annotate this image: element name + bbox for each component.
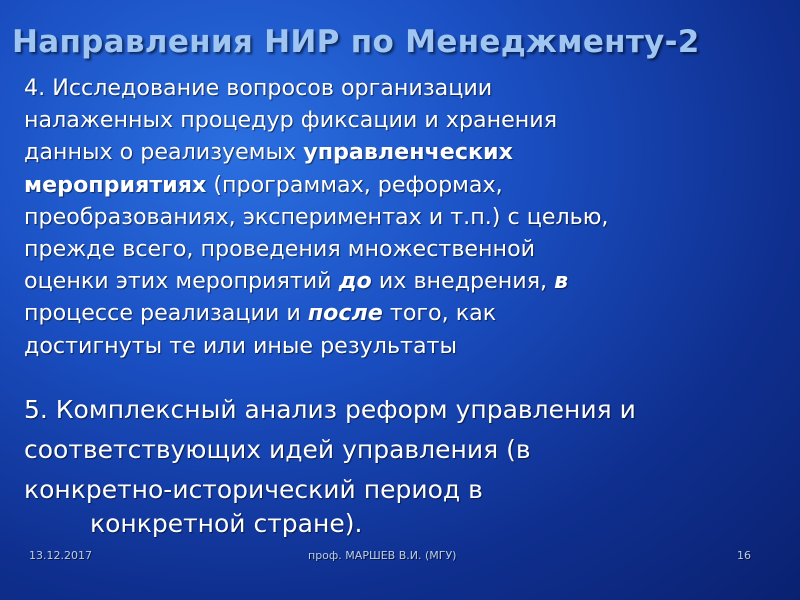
item4-line: достигнуты те или иные результаты xyxy=(24,332,457,359)
item4-emphasis-text: до xyxy=(338,268,372,295)
footer-author: проф. МАРШЕВ В.И. (МГУ) xyxy=(308,549,457,562)
item4-text: процессе реализации и xyxy=(24,300,308,327)
item4-bold-text: мероприятиях xyxy=(24,171,207,198)
item4-emphasis-text: в xyxy=(554,268,569,295)
item5-line: конкретно-исторический период в xyxy=(24,475,483,504)
item4-line: прежде всего, проведения множественной xyxy=(24,236,536,263)
item4-line: 4. Исследование вопросов организации xyxy=(24,75,493,101)
item4-line xyxy=(24,265,789,297)
item4-text: данных о реализуемых xyxy=(24,139,304,166)
item4-text: оценки этих мероприятий xyxy=(24,268,339,295)
item4-text: того, как xyxy=(382,300,497,327)
footer-date: 13.12.2017 xyxy=(29,549,92,562)
item5-line: соответствующих идей управления (в xyxy=(24,435,531,464)
bullet-item-5 xyxy=(24,390,789,538)
footer-page-number: 16 xyxy=(737,549,751,562)
item4-text: их внедрения, xyxy=(371,268,555,295)
item4-text: (программах, реформах, xyxy=(206,171,503,198)
item5-line: конкретной стране). xyxy=(90,509,363,538)
item4-line: преобразованиях, экспериментах и т.п.) с целью, xyxy=(24,203,609,230)
slide-title: Направления НИР по Менеджменту-2 xyxy=(12,24,700,60)
item4-bold-text: управленческих xyxy=(303,139,513,166)
item4-line xyxy=(24,297,789,329)
item4-line xyxy=(24,169,789,201)
item4-emphasis-text: после xyxy=(307,300,383,327)
item4-line xyxy=(24,136,789,168)
item4-line: налаженных процедур фиксации и хранения xyxy=(24,107,558,134)
item5-line: 5. Комплексный анализ реформ управления и xyxy=(24,395,636,424)
bullet-item-4 xyxy=(24,72,789,362)
